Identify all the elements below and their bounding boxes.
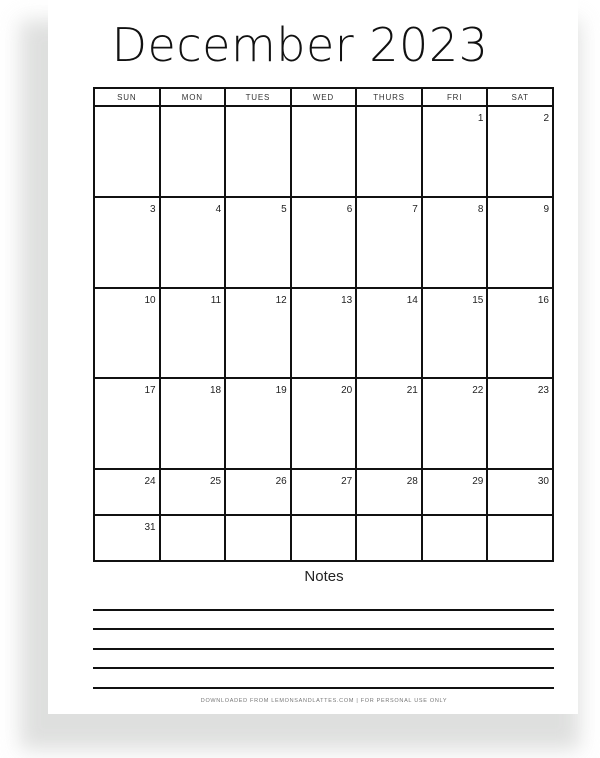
day-number: 9 [543,203,549,215]
day-cell [487,378,553,469]
weekday-header: FRI [422,88,488,106]
day-cell [422,106,488,197]
day-cell [291,469,357,515]
week-row [94,378,553,469]
day-cell [160,469,226,515]
day-number: 20 [341,385,353,397]
day-number: 8 [477,203,484,215]
day-cell [94,197,160,288]
day-number: 14 [406,294,418,306]
day-number [161,107,225,113]
day-number: 29 [472,476,484,488]
day-number: 25 [210,476,222,488]
day-cell [94,288,160,379]
day-cell [356,106,422,197]
weekday-header: TUES [225,88,291,106]
day-cell [225,515,291,561]
day-cell [356,288,422,379]
day-cell [94,106,160,197]
day-number: 22 [472,385,484,397]
note-line [93,687,554,689]
day-cell [487,469,553,515]
day-number [292,107,356,113]
day-cell [356,197,422,288]
notes-heading: Notes [304,568,344,585]
day-cell [160,378,226,469]
day-number: 1 [477,113,484,124]
week-row [94,288,553,379]
weekday-header-row [94,88,553,106]
day-number: 5 [281,203,287,215]
day-number: 4 [215,203,222,215]
day-cell [225,106,291,197]
week-row [94,469,553,515]
day-cell [422,288,488,379]
day-number: 7 [412,203,418,215]
weekday-header: SAT [487,88,553,106]
calendar-title: December 2023 [111,18,489,72]
day-number [357,107,421,113]
day-cell [94,515,160,561]
day-number: 17 [144,385,156,397]
day-cell [291,288,357,379]
day-cell [94,378,160,469]
day-cell [422,469,488,515]
day-number [292,516,356,522]
day-number: 6 [346,203,353,215]
week-row [94,106,553,197]
note-line [93,648,554,650]
day-number: 30 [537,476,549,488]
day-cell [225,197,291,288]
weekday-header: SUN [94,88,160,106]
day-number: 19 [275,385,287,397]
day-cell [356,469,422,515]
day-number [357,516,421,522]
day-cell [160,106,226,197]
calendar-grid [93,87,554,562]
weekday-header: WED [291,88,357,106]
day-cell [356,515,422,561]
day-number: 21 [406,385,418,397]
day-cell [94,469,160,515]
day-number: 12 [275,294,287,306]
day-number: 16 [537,294,549,306]
weekday-header: THURS [356,88,422,106]
day-cell [487,106,553,197]
day-number: 31 [144,522,156,534]
footer-credit: DOWNLOADED FROM LEMONSANDLATTES.COM | FOR PERSONAL USE ONLY [200,698,448,704]
day-number: 28 [406,476,418,488]
day-cell [356,378,422,469]
day-cell [487,288,553,379]
day-number: 27 [341,476,353,488]
week-row [94,515,553,561]
day-number: 26 [275,476,287,488]
weekday-header: MON [160,88,226,106]
day-number: 3 [150,203,156,215]
day-cell [225,288,291,379]
day-number [226,107,290,113]
day-number: 2 [543,113,549,124]
day-cell [291,197,357,288]
day-cell [291,106,357,197]
day-number: 11 [210,294,222,306]
day-cell [291,515,357,561]
day-cell [422,515,488,561]
day-cell [487,515,553,561]
week-row [94,197,553,288]
day-number: 24 [144,476,156,488]
day-number: 10 [144,294,156,306]
day-number [95,107,159,113]
day-number [488,516,552,522]
day-cell [225,469,291,515]
day-cell [160,197,226,288]
day-cell [225,378,291,469]
day-cell [487,197,553,288]
note-line [93,628,554,630]
day-cell [291,378,357,469]
day-number [161,516,225,522]
day-cell [160,288,226,379]
day-number: 23 [537,385,549,397]
day-number [226,516,290,522]
day-cell [422,197,488,288]
day-number [423,516,487,522]
day-number: 15 [472,294,484,306]
note-line [93,609,554,611]
day-cell [160,515,226,561]
day-number: 13 [341,294,353,306]
day-number: 18 [210,385,222,397]
day-cell [422,378,488,469]
note-line [93,667,554,669]
